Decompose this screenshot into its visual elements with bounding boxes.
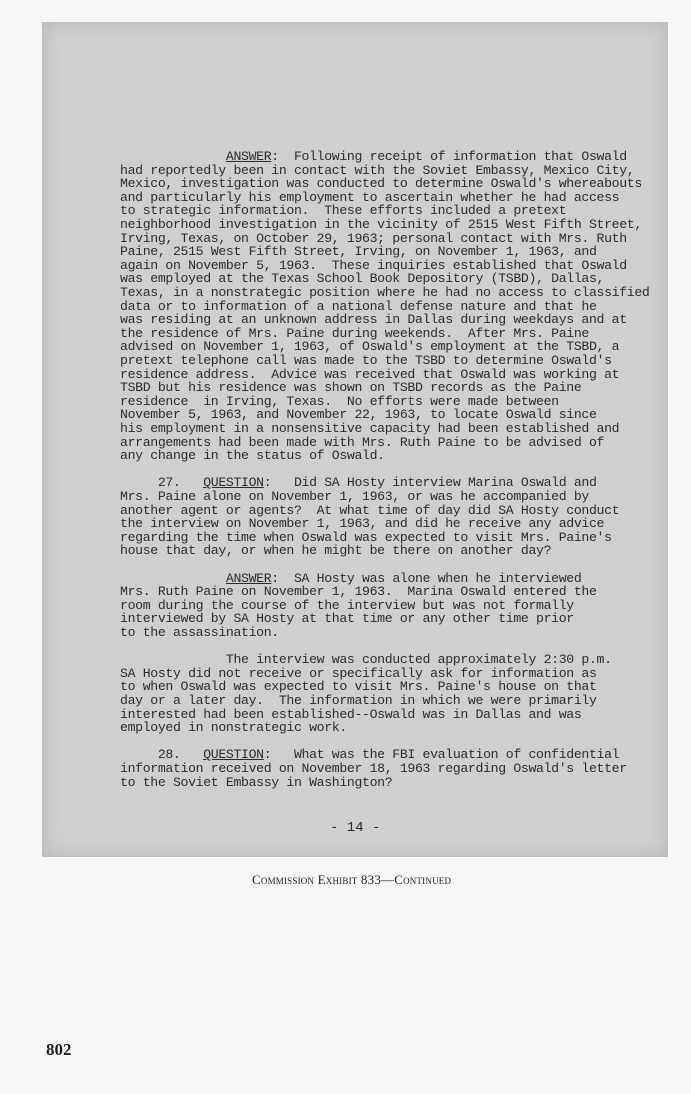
line-text: : Following receipt of information that Oswald bbox=[271, 149, 627, 164]
line-text: : SA Hosty was alone when he interviewed bbox=[271, 570, 582, 586]
line-text: any change in the status of Oswald. bbox=[120, 448, 385, 464]
line-text: room during the course of the interview but was not formally bbox=[120, 597, 574, 613]
exhibit-caption: Commission Exhibit 833—Continued bbox=[252, 872, 452, 887]
line-text: residence in Irving, Texas. No efforts were made between bbox=[120, 393, 559, 409]
line-text: another agent or agents? At what time of day did SA Hosty conduct bbox=[120, 502, 620, 518]
line-text: Paine, 2515 West Fifth Street, Irving, on November 1, 1963, and bbox=[120, 244, 597, 260]
line-text: Mrs. Paine alone on November 1, 1963, or was he accompanied by bbox=[120, 489, 589, 504]
line-text: data or to information of a national defense nature and that he bbox=[120, 298, 597, 314]
document-line bbox=[120, 721, 690, 735]
line-text: 28. bbox=[120, 747, 204, 763]
line-text: employed in nonstrategic work. bbox=[120, 720, 347, 736]
underlined-heading: QUESTION bbox=[203, 747, 264, 763]
line-text: interested had been established--Oswald was in Dallas and was bbox=[120, 706, 582, 722]
page-number: - 14 - bbox=[330, 820, 381, 836]
line-text: to strategic information. These efforts included a pretext bbox=[120, 203, 567, 219]
line-text: to the Soviet Embassy in Washington? bbox=[120, 774, 393, 790]
line-text: interviewed by SA Hosty at that time or any other time prior bbox=[120, 611, 574, 627]
line-text: day or a later day. The information in which we were primarily bbox=[120, 693, 597, 708]
line-text: was employed at the Texas School Book Depository (TSBD), Dallas, bbox=[120, 271, 605, 287]
line-text: Mexico, investigation was conducted to determine Oswald's whereabouts bbox=[120, 176, 642, 192]
line-text: neighborhood investigation in the vicinity of 2515 West Fifth Street, bbox=[120, 217, 642, 232]
line-text: had reportedly been in contact with the Soviet Embassy, Mexico City, bbox=[120, 162, 635, 178]
document-line bbox=[120, 776, 690, 790]
document-line bbox=[120, 449, 690, 463]
underlined-heading: ANSWER bbox=[225, 570, 272, 586]
line-text: TSBD but his residence was shown on TSBD records as the Paine bbox=[120, 380, 582, 396]
line-text: SA Hosty did not receive or specifically ask for information as bbox=[120, 665, 597, 681]
line-text: information received on November 18, 1963 regarding Oswald's letter bbox=[120, 761, 627, 776]
line-text: The interview was conducted approximately 2:30 p.m. bbox=[120, 652, 612, 668]
line-text: November 5, 1963, and November 22, 1963, to locate Oswald since bbox=[120, 407, 597, 423]
document-line bbox=[120, 626, 690, 640]
line-text: the interview on November 1, 1963, and did he receive any advice bbox=[120, 516, 605, 532]
line-text: residence address. Advice was received that Oswald was working at bbox=[120, 366, 620, 382]
line-text: was residing at an unknown address in Dallas during weekdays and at bbox=[120, 312, 627, 328]
line-text: and particularly his employment to ascertain whether he had access bbox=[120, 189, 620, 205]
line-text: 27. bbox=[120, 475, 204, 491]
line-text: arrangements had been made with Mrs. Ruth Paine to be advised of bbox=[120, 434, 605, 450]
line-text: : Did SA Hosty interview Marina Oswald and bbox=[263, 475, 597, 491]
line-text: Irving, Texas, on October 29, 1963; personal contact with Mrs. Ruth bbox=[120, 230, 627, 246]
line-text: his employment in a nonsensitive capacity had been established and bbox=[120, 421, 620, 436]
line-text: : What was the FBI evaluation of confidential bbox=[263, 747, 620, 763]
document-line bbox=[120, 544, 690, 558]
line-text: the residence of Mrs. Paine during weekends. After Mrs. Paine bbox=[120, 325, 589, 341]
document-photo bbox=[42, 22, 668, 857]
volume-page-number: 802 bbox=[46, 1040, 72, 1059]
line-text: regarding the time when Oswald was expected to visit Mrs. Paine's bbox=[120, 529, 612, 545]
line-text: again on November 5, 1963. These inquiries established that Oswald bbox=[120, 257, 627, 273]
line-text: Texas, in a nonstrategic position where he had no access to classified bbox=[120, 285, 650, 300]
line-text: Mrs. Ruth Paine on November 1, 1963. Marina Oswald entered the bbox=[120, 584, 597, 600]
underlined-heading: QUESTION bbox=[203, 475, 264, 491]
line-text: to the assassination. bbox=[120, 625, 279, 640]
line-text: advised on November 1, 1963, of Oswald's employment at the TSBD, a bbox=[120, 339, 620, 355]
line-text: pretext telephone call was made to the TSBD to determine Oswald's bbox=[120, 353, 612, 368]
line-text: to when Oswald was expected to visit Mrs. Paine's house on that bbox=[120, 679, 597, 695]
line-text: house that day, or when he might be there on another day? bbox=[120, 543, 552, 559]
underlined-heading: ANSWER bbox=[225, 149, 272, 164]
